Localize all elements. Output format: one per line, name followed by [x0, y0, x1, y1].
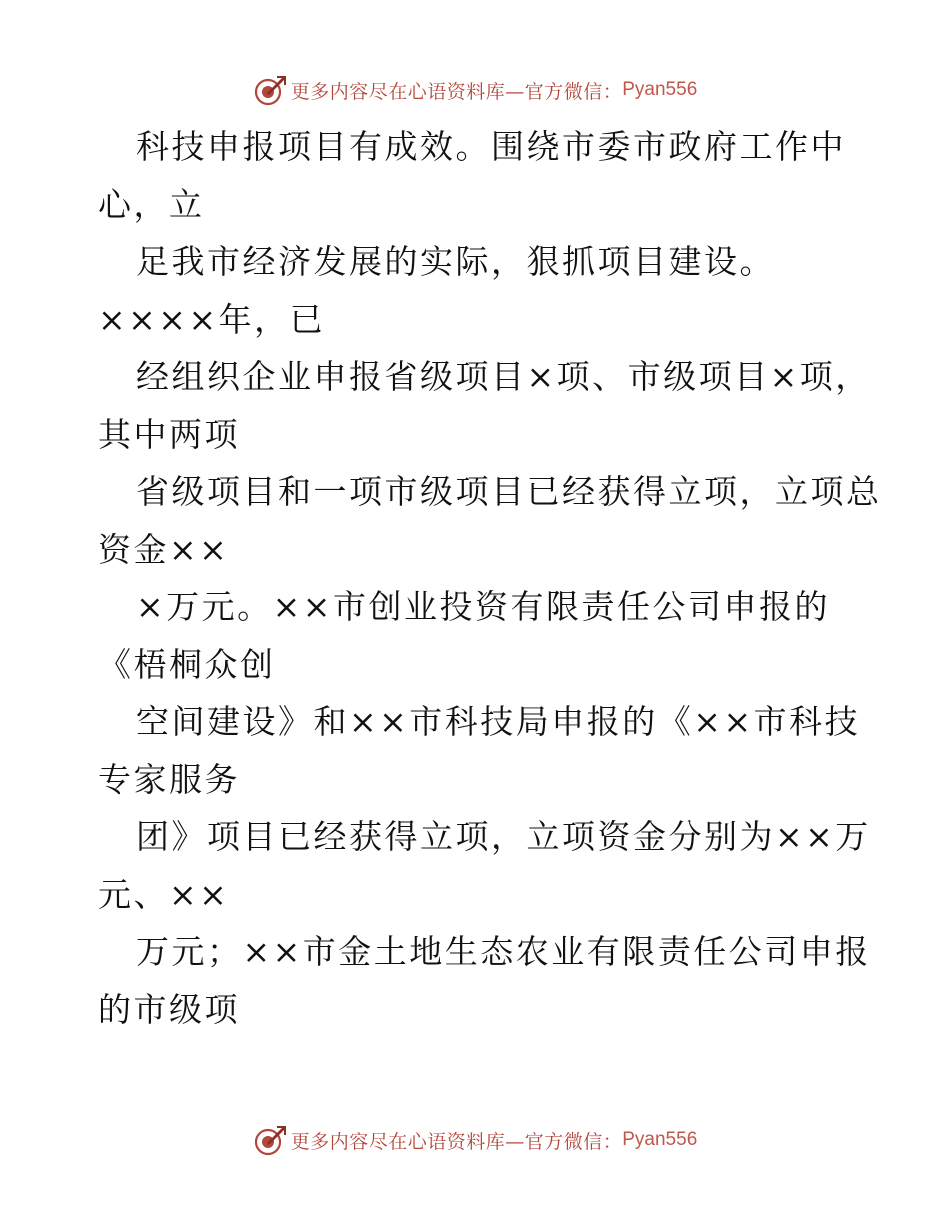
text-line: 经组织企业申报省级项目×项、市级项目×项， [136, 357, 871, 396]
text-line: ××××年，已 [98, 299, 326, 339]
text-line: 空间建设》和××市科技局申报的《××市科技 [136, 702, 861, 741]
footer-banner-text: 更多内容尽在心语资料库—官方微信： [290, 1130, 623, 1153]
footer-wechat-id: Pyan556 [622, 1129, 698, 1150]
text-line: 专家服务 [98, 759, 240, 799]
footer-banner [0, 1120, 950, 1160]
pen-nib-logo-icon [253, 1123, 287, 1157]
text-line: 心，立 [98, 184, 205, 224]
text-line: 《梧桐众创 [98, 644, 276, 684]
text-line: ×万元。××市创业投资有限责任公司申报的 [136, 587, 830, 626]
document-body [98, 118, 882, 1038]
text-line: 省级项目和一项市级项目已经获得立项，立项总 [136, 472, 882, 511]
text-line: 的市级项 [98, 989, 240, 1029]
text-line: 团》项目已经获得立项，立项资金分别为××万 [136, 817, 871, 856]
header-banner-text: 更多内容尽在心语资料库—官方微信： [290, 80, 623, 103]
text-line: 科技申报项目有成效。围绕市委市政府工作中 [136, 127, 846, 166]
header-banner [0, 70, 950, 110]
header-wechat-id: Pyan556 [622, 79, 698, 100]
text-line: 足我市经济发展的实际，狠抓项目建设。 [136, 242, 775, 281]
text-line: 资金×× [98, 529, 230, 569]
text-line: 其中两项 [98, 414, 240, 454]
text-line: 万元；××市金土地生态农业有限责任公司申报 [136, 932, 871, 971]
text-line: 元、×× [98, 874, 230, 914]
pen-nib-logo-icon [253, 73, 287, 107]
